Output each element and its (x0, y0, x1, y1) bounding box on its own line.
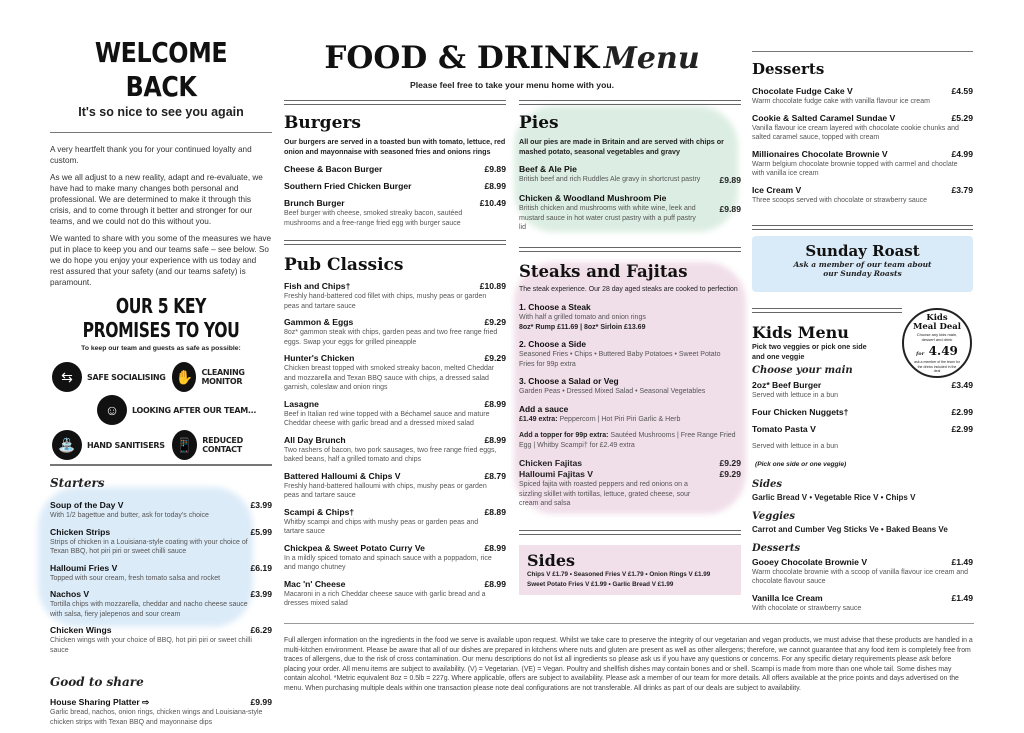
item-price: £10.89 (479, 281, 506, 291)
item-price: £4.99 (951, 148, 973, 159)
steak-step (519, 376, 741, 397)
hand-cleaning-icon: ✋ (172, 362, 196, 392)
menu-item (284, 471, 506, 501)
burgers-column (284, 100, 506, 615)
kids-title: Kids Menu (752, 323, 849, 342)
item-price: £3.79 (951, 184, 973, 195)
deal-small-print: ask a member of the team for the drinks included in the deal (914, 360, 960, 373)
sides-line-1: Chips V £1.79 • Seasoned Fries V £1.79 • Onion Rings V £1.99 (527, 571, 711, 578)
item-name: Fish and Chips† (284, 281, 351, 291)
item-price: £2.99 (951, 406, 973, 417)
kids-meal-deal-badge (902, 308, 972, 378)
deal-for: for (916, 351, 925, 357)
item-name: Millionaires Chocolate Brownie V (752, 148, 888, 159)
item-name: Mac 'n' Cheese (284, 578, 346, 589)
item-desc: With chocolate or strawberry sauce (752, 604, 862, 612)
menu-item (752, 86, 973, 107)
sides-section (519, 530, 741, 595)
item-name: Chicken Fajitas (519, 458, 583, 468)
item-desc: Chicken breast topped with smoked streaky bacon, melted Cheddar and mozzarella and Texan BBQ sauce with chips, a dressed salad garnish, coleslaw and onion rings (284, 365, 495, 391)
menu-item (284, 181, 506, 192)
menu-item (284, 507, 506, 537)
menu-title-script: Menu (603, 41, 700, 76)
item-price: £8.99 (484, 434, 506, 445)
welcome-title: WELCOME BACK (94, 36, 228, 103)
menu-item (50, 697, 272, 727)
item-name: Cheese & Bacon Burger (284, 164, 383, 174)
promises-subtitle: To keep our team and guests as safe as possible: (81, 345, 241, 352)
item-price: £10.49 (479, 198, 506, 208)
item-name: Chocolate Fudge Cake V (752, 86, 853, 96)
step-title: 3. Choose a Salad or Veg (519, 376, 619, 386)
desserts-title: Desserts (752, 60, 825, 78)
kids-desc: Pick two veggies or pick one side and one veggie (752, 342, 867, 361)
deal-title-2: Meal Deal (912, 322, 962, 332)
item-name: Brunch Burger (284, 198, 345, 208)
promise-label: CLEANING MONITOR (201, 368, 245, 386)
step-prices: 8oz* Rump £11.69 | 8oz* Sirloin £13.69 (519, 323, 646, 331)
item-desc: Macaroni in a rich Cheddar cheese sauce with garlic bread and a dresses mixed salad (284, 590, 486, 607)
allergen-footer: Full allergen information on the ingredients in the food we serve is available upon request. Whilst we take care to preserve the integrity of our vegetarian and vegan products, we must advise that these products are handled in a multi-kitchen environment. Please be aware that all of our dishes are prepared in kitchens where nuts and gluten are present as well as other allergens; therefore, we cannot guarantee that any food item is completely free from traces of allergens, due to the risk of cross contamination. Our menu descriptions do not list all ingredients so please ask us if you have any questions or concerns. For any specific dietary requirements please ask before placing your order. All menu items are subject to availability. (V) = Vegetarian. (VE) = Vegan. Poultry and shellfish dishes may contain bones and or shell. Scampi is made from more than one whole tail. Some dishes may contain alcohol. *Metric equivalent 8oz = 0.5lb = 227g. Where applicable, offers are subject to availability. Please ask a member of our team for more details. All offers available at the price points and days advertised on the menu. When purchasing multiple deals within one transaction please note deal configurations are not transferable. All drinks as part of our deals are subject to availability. (284, 637, 973, 692)
item-name: Vanilla Ice Cream (752, 592, 823, 603)
sides-box (519, 545, 741, 595)
promise-item (52, 362, 166, 392)
item-desc: Whitby scampi and chips with mushy peas or garden peas and tartare sauce (284, 518, 479, 535)
item-desc: Warm chocolate brownie with a scoop of vanilla flavour ice cream and chocolate flavour sauce (752, 568, 969, 585)
item-name: 2oz* Beef Burger (752, 380, 822, 390)
sunday-title: Sunday Roast (805, 242, 920, 260)
item-desc: British beef and rich Ruddles Ale gravy in shortcrust pastry (519, 176, 701, 183)
face-mask-icon: ☺ (97, 395, 127, 425)
menu-item (752, 113, 973, 143)
item-name: Battered Halloumi & Chips V (284, 470, 401, 481)
item-price: £6.19 (250, 562, 272, 573)
menu-item (284, 543, 506, 573)
welcome-subtitle: It's so nice to see you again (78, 105, 244, 119)
item-name: Nachos V (50, 589, 90, 599)
divider (752, 225, 973, 230)
sunday-line-2: our Sunday Roasts (823, 269, 902, 278)
fajita-item (519, 458, 741, 469)
divider (752, 308, 902, 313)
item-price: £3.49 (951, 380, 973, 390)
welcome-column (50, 36, 272, 733)
item-name: Tomato Pasta V (752, 423, 816, 434)
item-desc: 8oz* gammon steak with chips, garden peas and two free range fried eggs. Swap your eggs for grilled pineapple (284, 329, 498, 346)
burgers-title: Burgers (284, 113, 361, 133)
item-name: Southern Fried Chicken Burger (284, 181, 412, 191)
item-desc: Garlic bread, nachos, onion rings, chicken wings and Louisiana-style chicken strips with Texan BBQ and mayonnaise dips (50, 709, 263, 726)
item-price: £6.29 (250, 625, 272, 635)
promise-item (52, 430, 165, 460)
menu-item (284, 198, 506, 228)
menu-title: FOOD & DRINK (324, 40, 600, 76)
menu-item (752, 185, 973, 206)
item-desc: Beef in Italian red wine topped with a Béchamel sauce and mature Cheddar cheese with garlic bread and a dressed mixed salad (284, 410, 490, 427)
sauce-title: Add a sauce (519, 403, 569, 414)
divider (50, 464, 272, 466)
item-name: Ice Cream V (752, 184, 802, 195)
item-price: £5.99 (250, 526, 272, 537)
add-sauce (519, 404, 741, 425)
menu-item (50, 563, 272, 584)
promise-item (172, 362, 272, 392)
item-desc: Beef burger with cheese, smoked streaky bacon, sautéed mushrooms and a free-range fried egg with burger sauce (284, 210, 463, 227)
menu-subtitle: Please feel free to take your menu home with you. (410, 80, 614, 90)
item-name: Chickpea & Sweet Potato Curry Ve (284, 542, 425, 553)
pies-title: Pies (519, 113, 559, 133)
item-desc: Two rashers of bacon, two pork sausages, two free range fried eggs, baked beans, half a grilled tomato and chips (284, 446, 497, 463)
contactless-phone-icon: 📱 (172, 430, 197, 460)
item-desc: Freshly hand-battered cod fillet with chips, mushy peas or garden peas and tartare sauce (284, 293, 487, 310)
item-name: Chicken & Woodland Mushroom Pie (519, 193, 667, 203)
item-name: All Day Brunch (284, 434, 346, 445)
item-price: £3.99 (250, 589, 272, 599)
step-desc: Garden Peas • Dressed Mixed Salad • Seasonal Vegetables (519, 388, 706, 395)
menu-item (752, 557, 973, 587)
menu-item (752, 149, 973, 179)
item-price: £4.59 (951, 86, 973, 96)
item-name: Lasagne (284, 398, 319, 409)
divider (519, 100, 741, 105)
deal-title: Kids (926, 313, 948, 323)
burgers-desc: Our burgers are served in a toasted bun with tomato, lettuce, red onion and mayonnaise with seasoned fries and onions rings (284, 137, 506, 156)
kids-desserts-title: Desserts (752, 542, 801, 554)
item-desc: Chicken wings with your choice of BBQ, hot piri piri or sweet chilli sauce (50, 637, 252, 654)
menu-item (284, 399, 506, 429)
item-name: Halloumi Fries V (50, 562, 118, 573)
item-price: £9.29 (719, 469, 741, 479)
item-desc: Tortilla chips with mozzarella, cheddar and nacho cheese sauce with salsa, fiery jalepenos and sour cream (50, 601, 248, 618)
item-desc: With 1/2 bagettue and butter, ask for today's choice (50, 512, 209, 519)
item-name: Chicken Strips (50, 526, 111, 537)
item-desc: Three scoops served with chocolate or strawberry sauce (752, 196, 928, 204)
promise-item (172, 430, 272, 460)
promise-label: REDUCED CONTACT (202, 436, 243, 454)
menu-item (752, 380, 973, 401)
add-topper (519, 431, 741, 450)
item-name: Scampi & Chips† (284, 506, 355, 517)
kids-sides: Garlic Bread V • Vegetable Rice V • Chips V (752, 492, 916, 502)
item-name: Soup of the Day V (50, 500, 124, 510)
item-desc: British chicken and mushrooms with white wine, leek and mustard sauce in hot water crust pastry with a puff pastry lid (519, 205, 696, 231)
pub-classics-title: Pub Classics (284, 255, 404, 275)
welcome-paragraph: As we all adjust to a new reality, adapt and re-evaluate, we have had to make many changes both personal and professional. We are determined to make it through this crisis, and to come through it better and stronger for our teams, and we could not do this without you. (50, 173, 263, 226)
item-price: £2.99 (951, 423, 973, 434)
divider (519, 247, 741, 252)
item-name: Beef & Ale Pie (519, 164, 577, 174)
item-name: Halloumi Fajitas V (519, 469, 594, 479)
steaks-desc: The steak experience. Our 28 day aged steaks are cooked to perfection (519, 285, 738, 293)
item-price: £8.99 (484, 398, 506, 409)
sauce-options: Peppercorn | Hot Piri Piri Garlic & Herb (559, 415, 681, 423)
item-price: £1.49 (951, 592, 973, 603)
item-price: £3.99 (250, 500, 272, 510)
menu-item (50, 589, 272, 619)
item-desc: Freshly hand-battered halloumi with chips, mushy peas or garden peas and tartare sauce (284, 482, 487, 499)
pies-column (519, 100, 741, 515)
fajitas-desc: Spiced fajita with roasted peppers and red onions on a sizzling skillet with tortillas, lettuce, grated cheese, sour cream and salsa (519, 481, 691, 507)
fajita-item (519, 469, 741, 480)
share-title: Good to share (50, 675, 144, 689)
sauce-price: £1.49 extra: (519, 415, 558, 423)
step-title: 1. Choose a Steak (519, 302, 591, 312)
menu-item (284, 281, 506, 311)
topper-options: Sautéed Mushrooms | Free Range Fried Egg | Whitby Scampi† for £2.49 extra (519, 432, 736, 449)
divider (50, 132, 272, 133)
sides-line-2: Sweet Potato Fries V £1.99 • Garlic Bread V £1.99 (527, 581, 674, 588)
item-desc: Warm belgium chocolate brownie topped with carmel and choclate with vanilla ice cream (752, 160, 958, 177)
item-price: £8.99 (484, 542, 506, 553)
people-distance-icon: ⇆ (52, 362, 82, 392)
menu-header (284, 40, 740, 90)
menu-item (50, 500, 272, 521)
menu-item (519, 193, 741, 233)
item-name: Four Chicken Nuggets† (752, 406, 849, 417)
item-name: Gammon & Eggs (284, 317, 354, 327)
sanitiser-icon: ⛲ (52, 430, 82, 460)
item-desc: Topped with sour cream, fresh tomato salsa and rocket (50, 574, 221, 582)
item-price: £9.89 (719, 204, 741, 214)
deal-price: 4.49 (928, 344, 958, 358)
item-name: Hunter's Chicken (284, 353, 355, 363)
item-price: £9.89 (719, 175, 741, 185)
item-desc: Served with lettuce in a bun (752, 442, 838, 450)
welcome-paragraph: A very heartfelt thank you for your continued loyalty and custom. (50, 145, 252, 165)
menu-item (752, 407, 973, 418)
divider (284, 240, 506, 245)
promise-label: LOOKING AFTER OUR TEAM... (132, 405, 257, 415)
promise-item (97, 395, 256, 425)
divider (752, 51, 973, 52)
step-title: 2. Choose a Side (519, 339, 587, 349)
item-price: £8.99 (484, 578, 506, 589)
kids-sides-title: Sides (752, 478, 783, 490)
sunday-line-1: Ask a member of our team about (793, 260, 932, 269)
steak-step (519, 302, 741, 332)
step-desc: Seasoned Fries • Chips • Buttered Baby Potatoes • Sweet Potato Fries for 99p extra (519, 351, 721, 368)
steak-step (519, 339, 741, 369)
divider (519, 530, 741, 535)
menu-item (284, 353, 506, 393)
menu-item (50, 625, 272, 655)
item-desc: Warm chocolate fudge cake with vanilla flavour ice cream (752, 98, 930, 105)
welcome-paragraph: We wanted to share with you some of the measures we have put in place to keep you and our teams safe – see below. So we do hope you enjoy your experience with us today and rest assured that your safety (and our teams safety) is paramount. (50, 234, 272, 287)
promise-label: SAFE SOCIALISING (87, 372, 166, 382)
item-price: £9.99 (250, 697, 272, 707)
item-name: House Sharing Platter ⇨ (50, 697, 150, 707)
kids-mains-title: Choose your main (752, 365, 853, 376)
kids-veggies: Carrot and Cumber Veg Sticks Ve • Baked Beans Ve (752, 524, 948, 534)
menu-item (284, 435, 506, 465)
menu-item (284, 164, 506, 175)
item-desc: Served with lettuce in a bun (752, 392, 838, 399)
menu-item (50, 527, 272, 557)
item-price: £1.49 (951, 556, 973, 567)
item-desc: Strips of chicken in a Louisiana-style coating with your choice of Texan BBQ, hot piri piri or sweet chilli sauce (50, 538, 248, 555)
deal-text: Choose any kids main, dessert and drink (916, 332, 958, 342)
footer-divider (284, 623, 974, 624)
item-price: £9.29 (484, 317, 506, 327)
sides-title: Sides (527, 551, 576, 570)
item-price: £9.29 (719, 458, 741, 468)
menu-item (284, 579, 506, 609)
topper-label: Add a topper for 99p extra: (519, 432, 609, 439)
item-price: £5.29 (951, 112, 973, 123)
item-desc: In a mildly spiced tomato and spinach sauce with a poppadom, rice and mango chutney (284, 554, 492, 571)
kids-veggies-title: Veggies (752, 510, 795, 522)
promises-title: OUR 5 KEY PROMISES TO YOU (82, 294, 240, 342)
item-name: Chicken Wings (50, 625, 112, 635)
menu-item (519, 164, 741, 185)
item-price: £8.79 (484, 470, 506, 481)
item-price: £9.89 (484, 164, 506, 174)
promise-label: HAND SANITISERS (87, 440, 165, 450)
steaks-title: Steaks and Fajitas (519, 261, 688, 281)
sunday-roast-box (752, 236, 973, 292)
item-price: £8.89 (484, 506, 506, 517)
menu-item (284, 317, 506, 347)
menu-item (752, 593, 973, 614)
divider (284, 100, 506, 105)
item-note: (Pick one side or one veggie) (755, 460, 847, 468)
menu-item (752, 424, 973, 471)
item-price: £9.29 (484, 353, 506, 363)
pies-desc: All our pies are made in Britain and are served with chips or mashed potato, seasonal vegetables and gravy (519, 137, 724, 156)
item-desc: Vanilla flavour ice cream layered with chocolate cookie chunks and salted caramel sauce, topped with cream (752, 124, 959, 141)
item-name: Gooey Chocolate Brownie V (752, 556, 868, 567)
item-price: £8.99 (484, 181, 506, 191)
starters-title: Starters (50, 476, 105, 490)
step-desc: With half a grilled tomato and onion rings (519, 314, 646, 321)
item-name: Cookie & Salted Caramel Sundae V (752, 112, 896, 123)
